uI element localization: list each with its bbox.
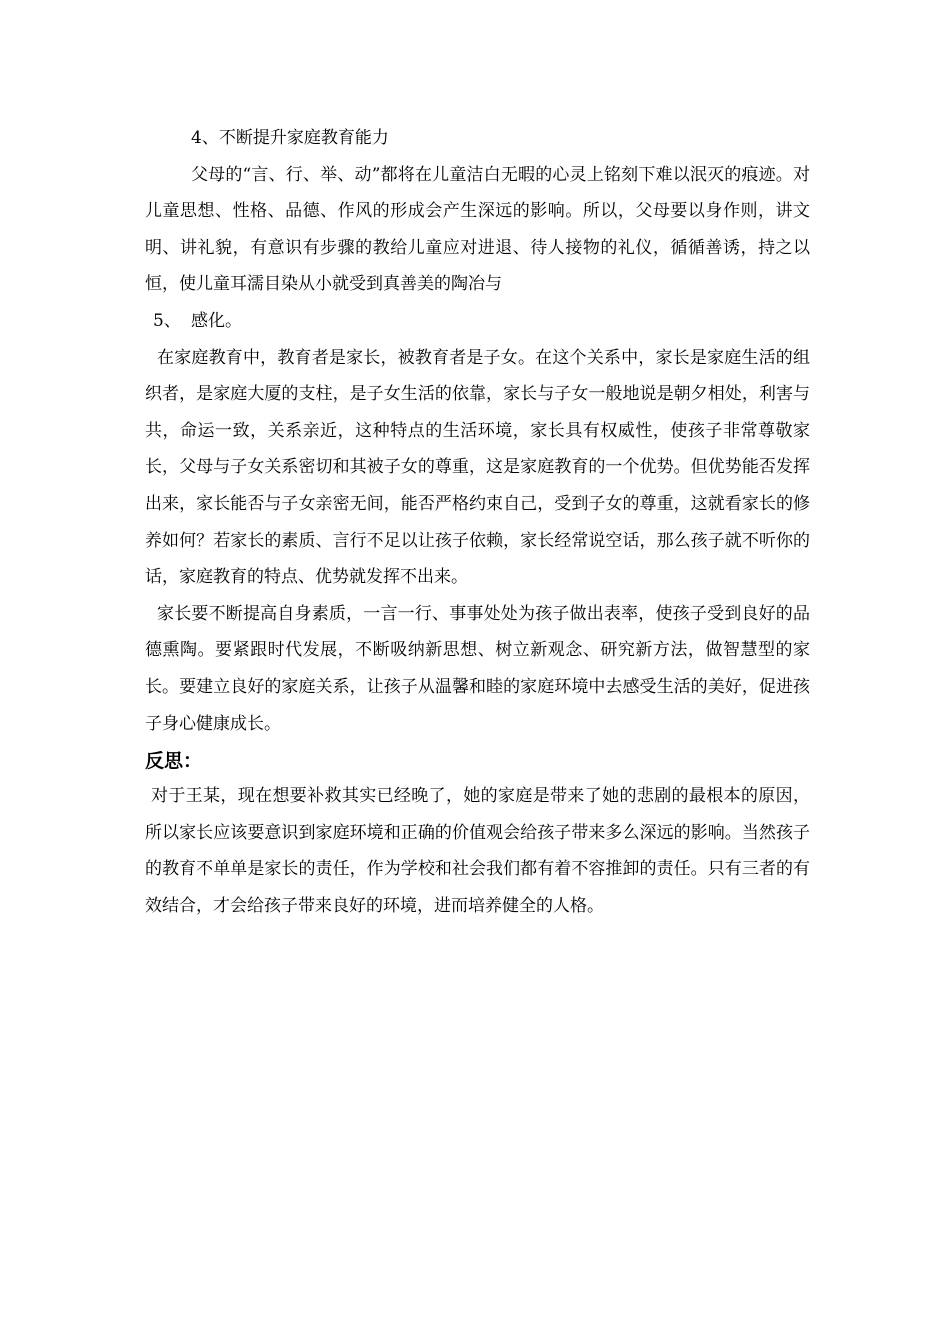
paragraph-reflection: 对于王某，现在想要补救其实已经晚了，她的家庭是带来了她的悲剧的最根本的原因，所以家长应该要意识到家庭环境和正确的价值观会给孩子带来多么深远的影响。当然孩子的教育不单单是家长的责任，作为学校和社会我们都有着不容推卸的责任。只有三者的有效结合，才会给孩子带来良好的环境，进而培养健全的人格。 xyxy=(145,786,810,916)
paragraph-family-education-relationship: 在家庭教育中，教育者是家长，被教育者是子女。在这个关系中，家长是家庭生活的组织者，是家庭大厦的支柱，是子女生活的依靠，家长与子女一般地说是朝夕相处，利害与共，命运一致，关系亲近，这种特点的生活环境，家长具有权威性，使孩子非常尊敬家长，父母与子女关系密切和其被子女的尊重，这是家庭教育的一个优势。但优势能否发挥出来，家长能否与子女亲密无间，能否严格约束自己，受到子女的尊重，这就看家长的修养如何？若家长的素质、言行不足以让孩子依赖，家长经常说空话，那么孩子就不听你的话，家庭教育的特点、优势就发挥不出来。 xyxy=(145,347,810,588)
item-5-number: 5、 xyxy=(153,310,181,331)
paragraph-parental-example: 父母的“言、行、举、动”都将在儿童洁白无暇的心灵上铭刻下难以泯灭的痕迹。对儿童思想、性格、品德、作风的形成会产生深远的影响。所以，父母要以身作则，讲文明、讲礼貌，有意识有步骤的教给儿童应对进退、待人接物的礼仪，循循善诱，持之以恒，使儿童耳濡目染从小就受到真善美的陶冶与 xyxy=(145,164,810,295)
item-5-text: 感化。 xyxy=(191,310,242,331)
reflection-title: 反思： xyxy=(145,750,203,773)
item-4-heading: 4、不断提升家庭教育能力 xyxy=(191,128,389,148)
document-body xyxy=(145,120,810,924)
paragraph-parent-self-improvement: 家长要不断提高自身素质，一言一行、事事处处为孩子做出表率，使孩子受到良好的品德熏陶。要紧跟时代发展，不断吸纳新思想、树立新观念、研究新方法，做智慧型的家长。要建立良好的家庭关系，让孩子从温馨和睦的家庭环境中去感受生活的美好，促进孩子身心健康成长。 xyxy=(145,603,810,734)
item-5-heading xyxy=(145,303,810,340)
